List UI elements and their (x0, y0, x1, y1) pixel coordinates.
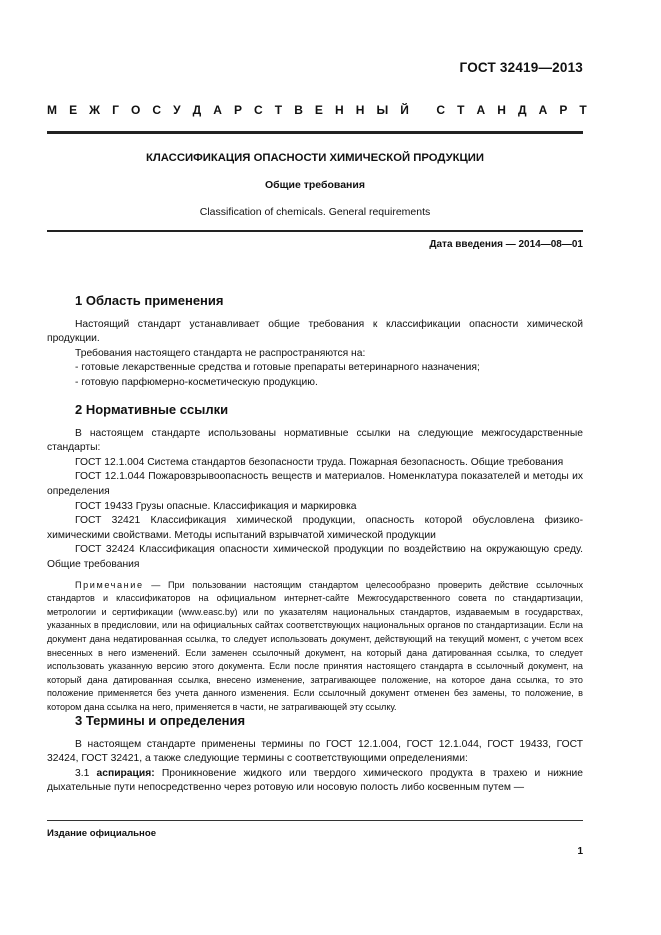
term-name: аспирация: (96, 767, 155, 779)
banner-letter: Е (69, 103, 78, 117)
banner-letter: Н (335, 103, 344, 117)
term-text: Проникновение жидкого или твердого химического продукта в трахею и нижние дыхательные пути непосредственно через ротовую или носовую полость либо косвенным путем — (47, 767, 583, 794)
banner-letter: Д (517, 103, 527, 117)
list-item: - готовые лекарственные средства и готовые препараты ветеринарного назначения; (75, 362, 480, 374)
banner-letter: У (173, 103, 181, 117)
title-rule (47, 230, 583, 232)
banner-letter: М (47, 103, 57, 117)
section-3-paragraph: В настоящем стандарте применены термины по ГОСТ 12.1.004, ГОСТ 12.1.044, ГОСТ 19433, ГОСТ 32424, ГОСТ 32421, а также следующие термины с соответствующими определениями: (47, 738, 583, 765)
reference-item: ГОСТ 19433 Грузы опасные. Классификация и маркировка (75, 500, 357, 512)
banner-letter: Й (400, 103, 409, 117)
banner-letter: А (213, 103, 222, 117)
list-item: - готовую парфюмерно-косметическую продукцию. (75, 376, 318, 388)
banner-letter: Р (559, 103, 568, 117)
banner-letter: Т (457, 103, 465, 117)
section-2-paragraph: В настоящем стандарте использованы нормативные ссылки на следующие межгосударственные стандарты: (47, 427, 583, 454)
banner-letter: Д (192, 103, 202, 117)
section-1-heading: 1 Область применения (75, 293, 224, 308)
banner-letter: Т (579, 103, 587, 117)
section-1 (47, 294, 583, 391)
banner-letter: Е (314, 103, 323, 117)
banner-letter: Ы (376, 103, 389, 117)
footer-rule (47, 820, 583, 821)
banner-letter: Г (112, 103, 119, 117)
note-label: Примечание (75, 579, 144, 590)
banner-letter: Н (355, 103, 365, 117)
english-title: Classification of chemicals. General requirements (199, 206, 431, 218)
reference-item: ГОСТ 32421 Классификация химической продукции, опасность которой обусловлена физико-химическими свойствами. Методы испытаний взрывчатой химической продукции (47, 515, 583, 541)
section-2 (47, 403, 583, 714)
banner-letter (421, 103, 424, 117)
banner-letter: Ж (89, 103, 100, 117)
document-subtitle: Общие требования (265, 179, 365, 191)
section-1-exclusions-intro: Требования настоящего стандарта не распространяются на: (75, 347, 366, 359)
banner-letter: С (436, 103, 446, 117)
reference-item: ГОСТ 12.1.044 Пожаровзрывоопасность веществ и материалов. Номенклатура показателей и методы их определения (47, 471, 583, 497)
banner-letter: Р (233, 103, 242, 117)
document-code: ГОСТ 32419—2013 (459, 60, 583, 75)
introduction-date: Дата введения — 2014—08—01 (429, 239, 583, 250)
term-definition (47, 767, 583, 796)
section-2-heading: 2 Нормативные ссылки (75, 402, 229, 417)
section-3-heading: 3 Термины и определения (75, 713, 246, 728)
banner-letter: С (152, 103, 162, 117)
document-title: КЛАССИФИКАЦИЯ ОПАСНОСТИ ХИМИЧЕСКОЙ ПРОДУКЦИИ (145, 152, 484, 164)
note-paragraph (47, 579, 583, 715)
note-text: — При пользовании настоящим стандартом целесообразно проверить действие ссылочных стандартов и классификаторов на официальном интернет-сайте Межгосударственного совета по стандартизации, метрологии и сертификации (www.easc.by) или по указателям национальных стандартов, издаваемым в государствах, указанных в предисловии, или на официальных сайтах соответствующих национальных органов по стандартизации. Если на документ дана недатированная ссылка, то следует использовать документ, действующий на текущий момент, с учетом всех внесенных в него изменений. Если заменен ссылочный документ, на который дана датированная ссылка, то следует использовать указанную версию этого документа. Если после принятия настоящего стандарта в ссылочный документ, на который дана датированная ссылка, внесено изменение, затрагивающее положение, на которое дана ссылка, то это положение применяется без учета данного изменения. Если ссылочный документ отменен без замены, то положение, в котором дана ссылка на него, применяется в части, не затрагивающей эту ссылку. (47, 579, 583, 712)
banner-letter: В (294, 103, 303, 117)
page-number: 1 (577, 846, 583, 857)
banner-letter: А (476, 103, 486, 117)
banner-letter: С (254, 103, 263, 117)
reference-item: ГОСТ 12.1.004 Система стандартов безопасности труда. Пожарная безопасность. Общие требования (75, 456, 564, 468)
section-1-paragraph: Настоящий стандарт устанавливает общие требования к классификации опасности химической продукции. (47, 318, 583, 345)
header-rule (47, 131, 583, 134)
term-number: 3.1 (75, 767, 97, 779)
banner-letter: О (130, 103, 141, 117)
reference-item: ГОСТ 32424 Классификация опасности химической продукции по воздействию на окружающую среду. Общие требования (47, 544, 583, 570)
official-edition-label: Издание официальное (47, 828, 157, 839)
section-3 (47, 714, 583, 796)
banner-letter: Т (274, 103, 283, 117)
banner-letter: Н (497, 103, 506, 117)
interstate-standard-banner (47, 103, 587, 117)
banner-letter: А (538, 103, 548, 117)
